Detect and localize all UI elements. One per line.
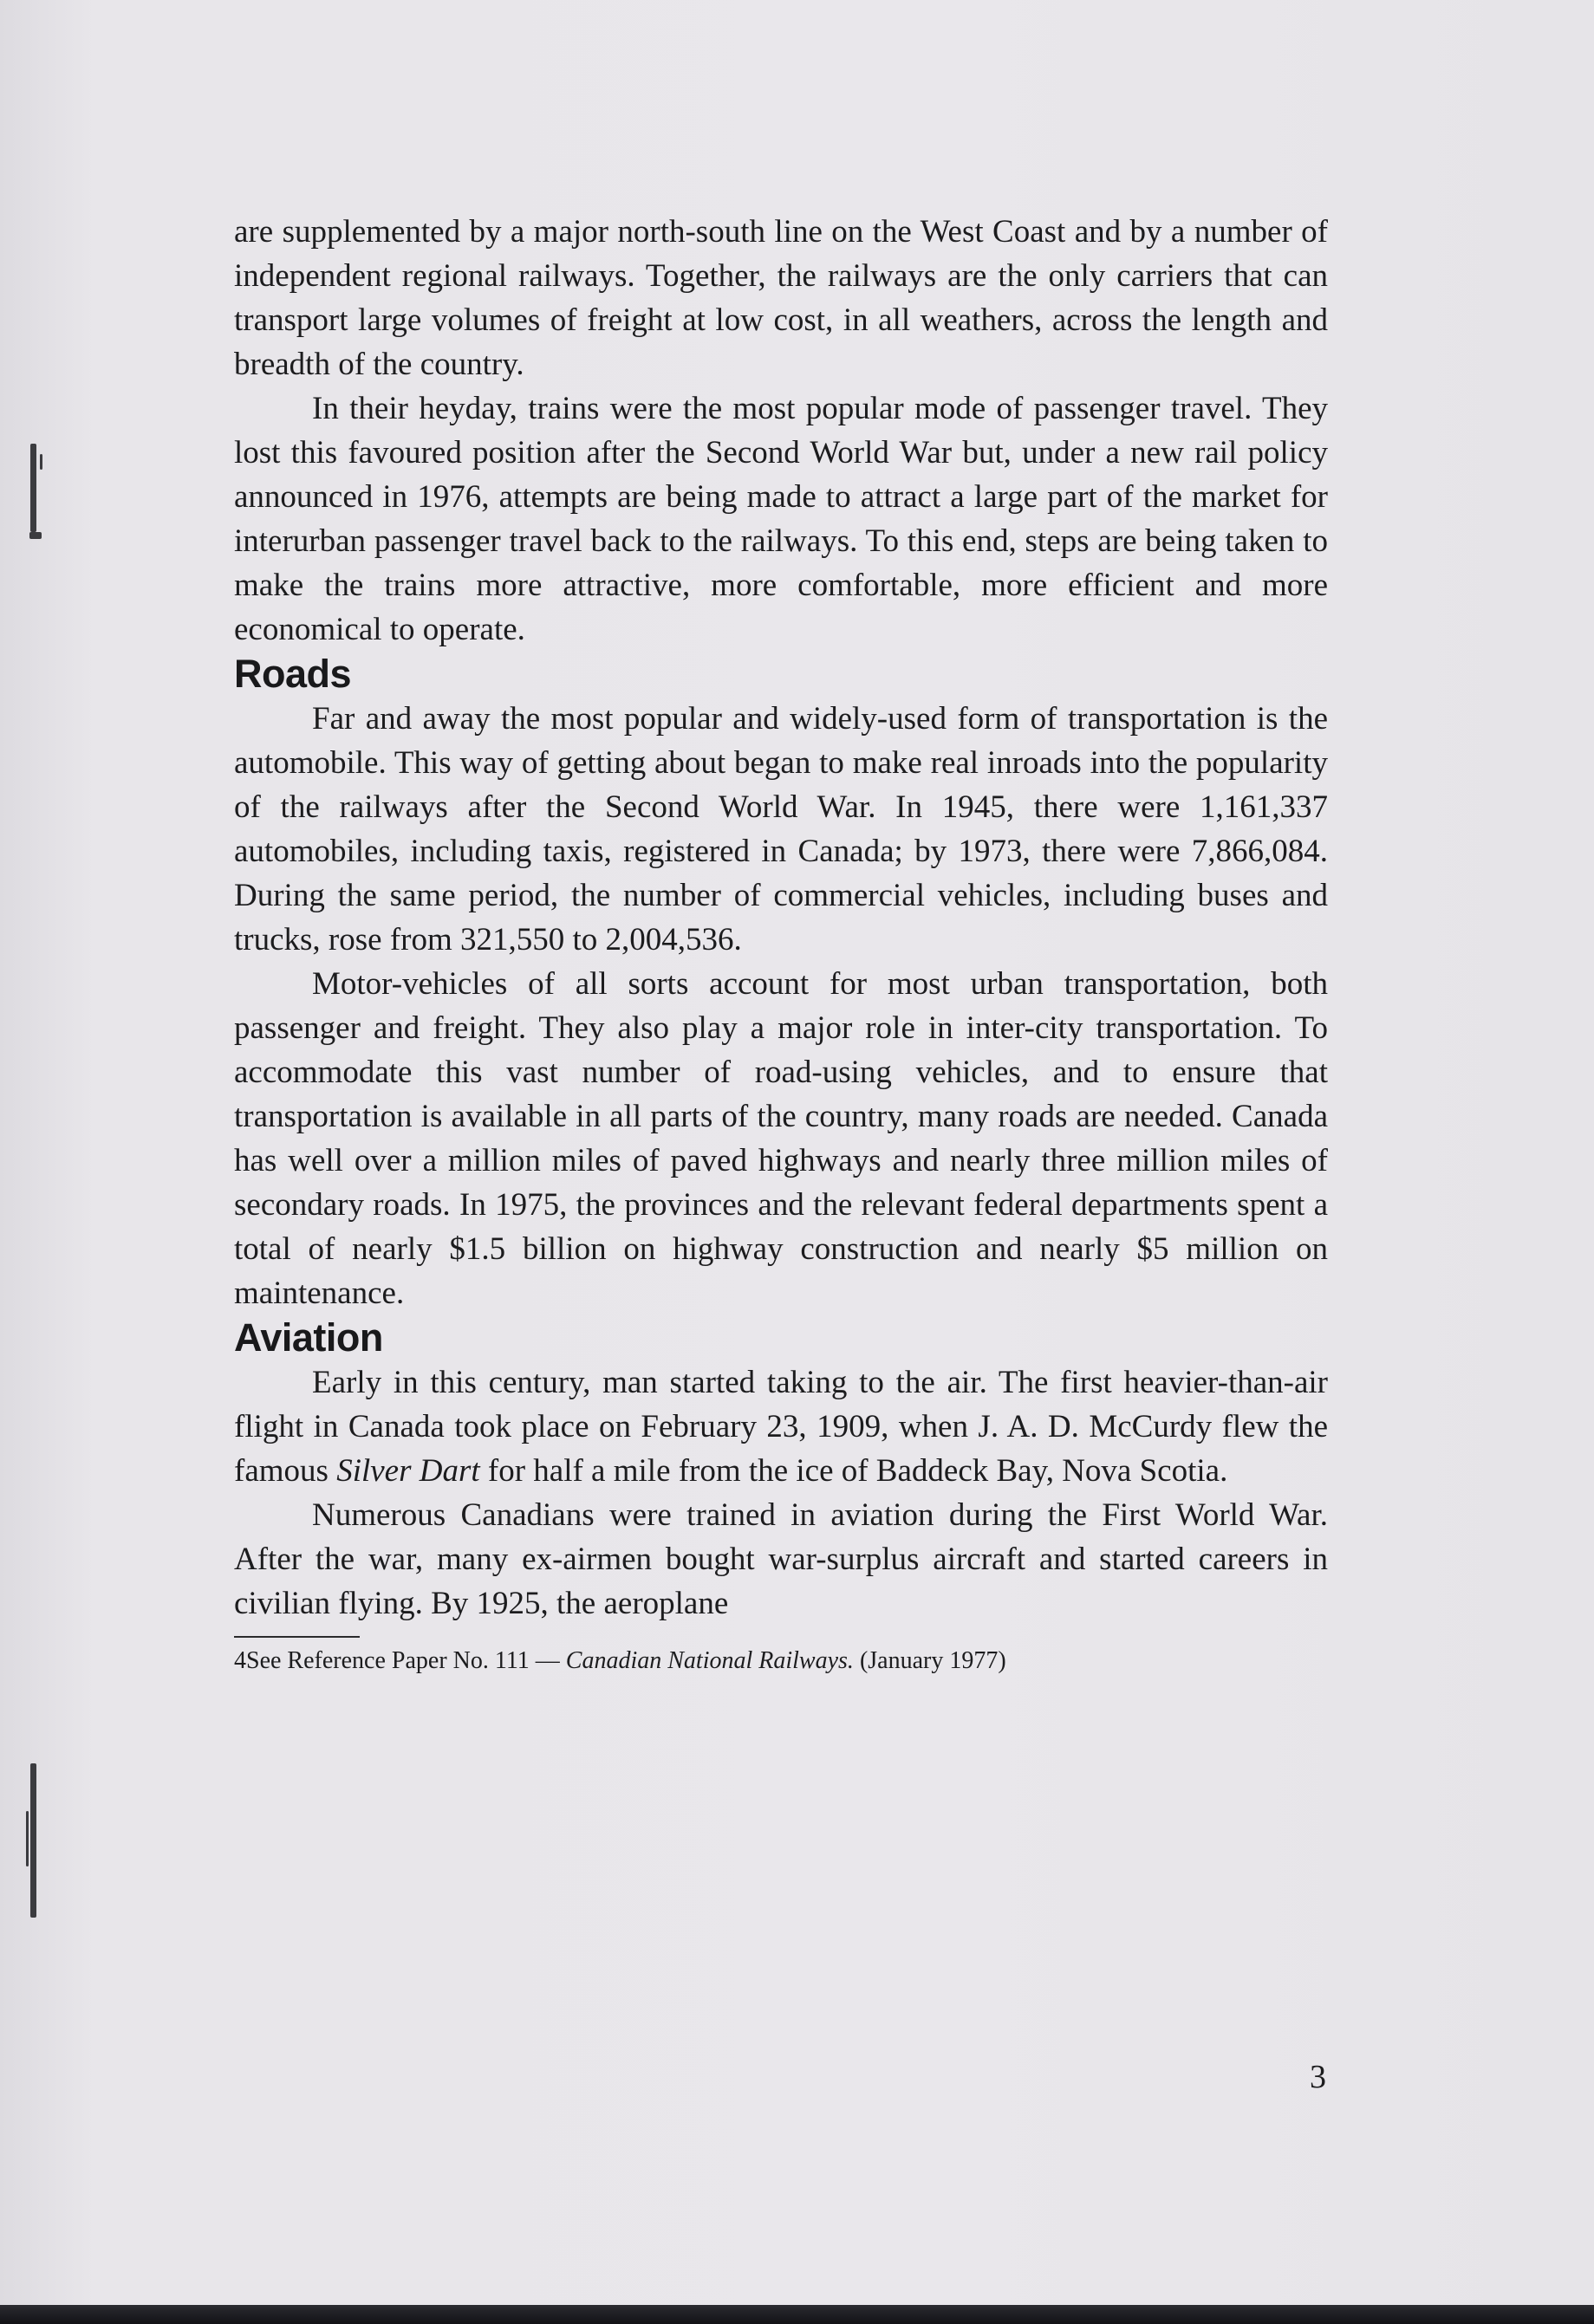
staple-mark-bottom-tick <box>26 1811 29 1866</box>
paragraph-aviation-training: Numerous Canadians were trained in aviation during the First World War. After the war, many ex-airmen bought war-surplus aircraft and started careers in civilian flying. By 1925, the aeroplane <box>234 1497 1328 1621</box>
footnote-date: (January 1977) <box>853 1647 1006 1674</box>
footnote-text: See Reference Paper No. 111 — <box>246 1647 566 1674</box>
aviation-text-before: Early in this century, man started taking to the air. The first heavier-than-air flight in Canada took place on February 23, 1909, when J. A. D. McCurdy flew the famous <box>234 1365 1328 1489</box>
footnote-title-italic: Canadian National Railways. <box>565 1647 854 1674</box>
footnote <box>234 1645 1328 1678</box>
paragraph-railways-passenger: In their heyday, trains were the most popular mode of passenger travel. They lost this favoured position after the Second World War but, under a new rail policy announced in 1976, attempts are being made to attract a large part of the market for interurban passenger travel back to the railways. To this end, steps are being taken to make the trains more attractive, more comfortable, more efficient and more economical to operate. <box>234 391 1328 647</box>
staple-mark-top-foot <box>29 532 42 539</box>
footnote-marker: 4 <box>234 1647 246 1674</box>
paragraph-roads-automobile: Far and away the most popular and widely-used form of transportation is the automobile. This way of getting about began to make real inroads into the popularity of the railways after the Second World War. In 1945, there were 1,161,337 automobiles, including taxis, registered in Canada; by 1973, there were 7,866,084. During the same period, the number of commercial vehicles, including buses and trucks, rose from 321,550 to 2,004,536. <box>234 701 1328 958</box>
footnote-rule <box>234 1636 360 1638</box>
aircraft-name-italic: Silver Dart <box>336 1453 480 1489</box>
page-number: 3 <box>1310 2059 1326 2095</box>
page-bottom-edge <box>0 2305 1594 2324</box>
paragraph-railways-freight: are supplemented by a major north-south line on the West Coast and by a number of independent regional railways. Together, the railways are the only carriers that can transport large volumes of freight at low cost, in all weathers, across the length and breadth of the country. <box>234 214 1328 382</box>
staple-mark-top-tick <box>40 454 42 470</box>
aviation-text-after: for half a mile from the ice of Baddeck Bay, Nova Scotia. <box>479 1453 1228 1489</box>
paragraph-roads-motor-vehicles: Motor-vehicles of all sorts account for most urban transportation, both passenger and freight. They also play a major role in inter-city transportation. To accommodate this vast number of road-using vehicles, and to ensure that transportation is available in all parts of the country, many roads are needed. Canada has well over a million miles of paved highways and nearly three million miles of secondary roads. In 1975, the provinces and the relevant federal departments spent a total of nearly $1.5 billion on highway construction and nearly $5 million on maintenance. <box>234 966 1328 1311</box>
section-heading-roads: Roads <box>234 652 352 696</box>
staple-mark-top <box>30 444 36 532</box>
body-text-column <box>234 210 1328 1678</box>
staple-mark-bottom <box>30 1763 36 1918</box>
section-heading-aviation: Aviation <box>234 1315 383 1360</box>
paragraph-aviation-first-flight <box>234 1360 1328 1493</box>
